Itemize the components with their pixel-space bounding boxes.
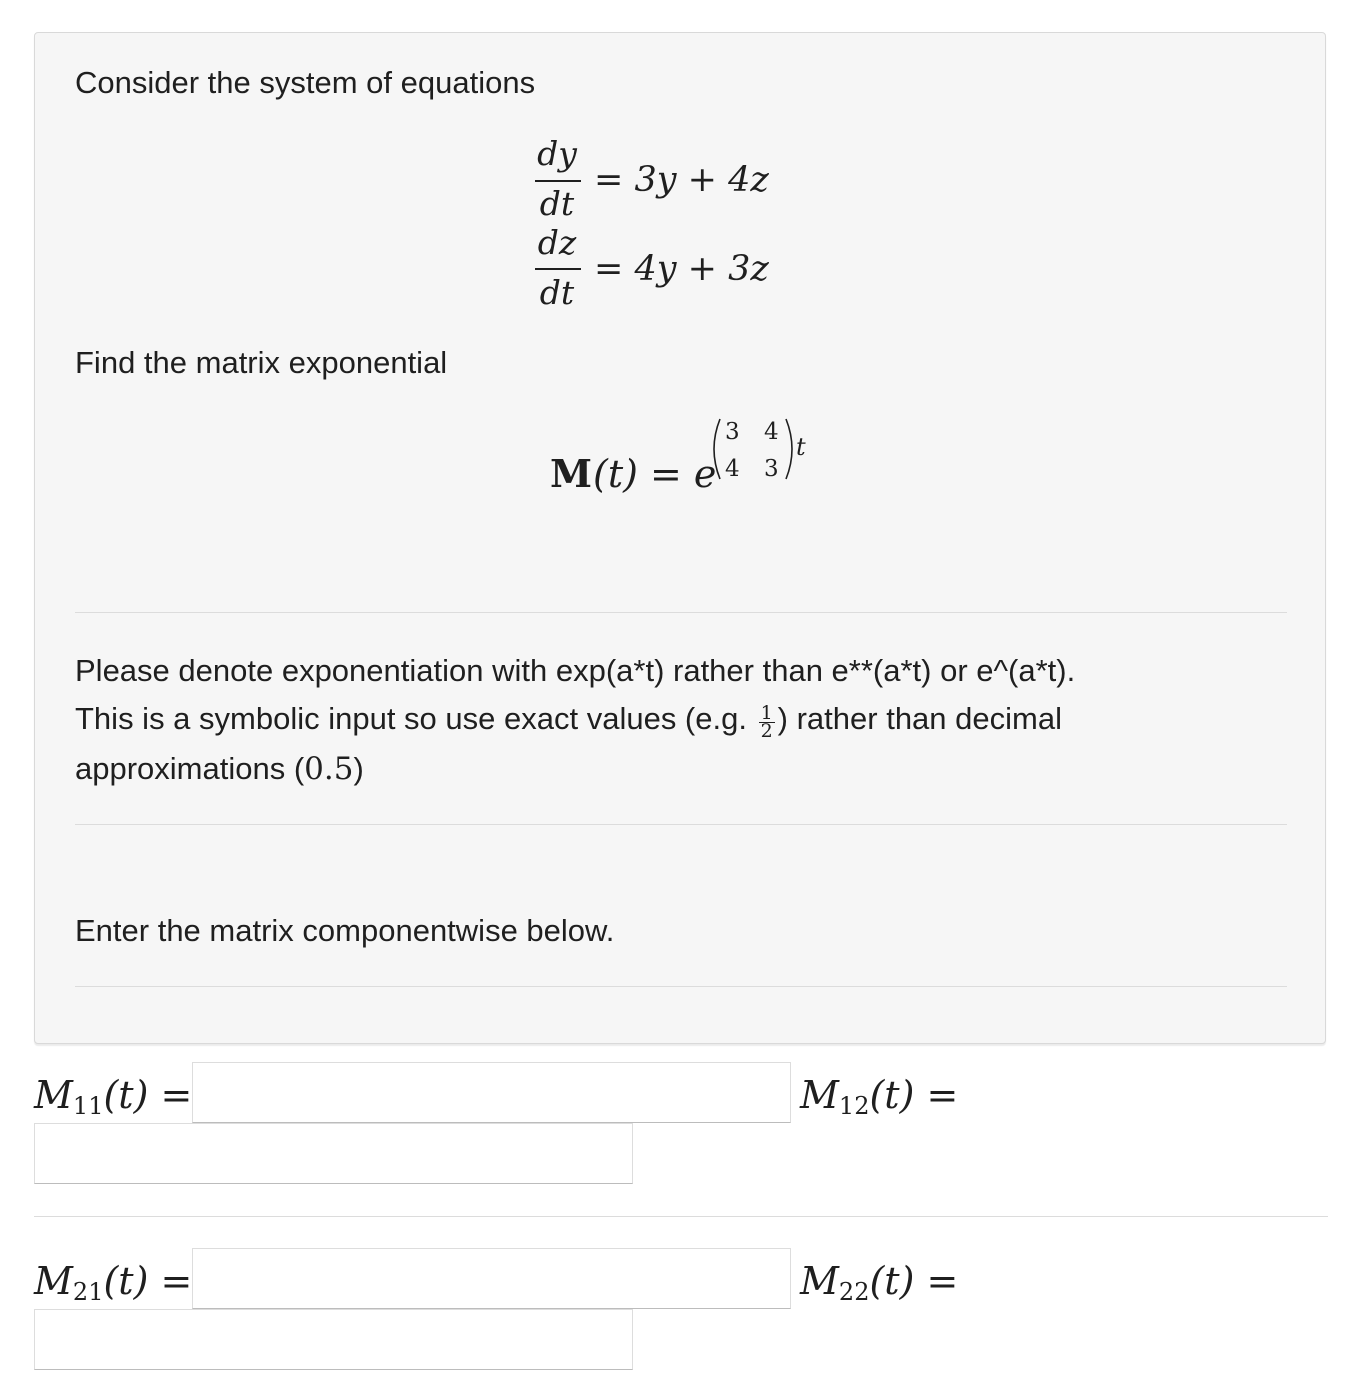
label-m12 [800, 1073, 958, 1128]
m21-input[interactable] [192, 1248, 791, 1309]
instruction-line-1: Please denote exponentiation with exp(a*t) rather than e**(a*t) or e^(a*t). [75, 653, 1076, 688]
instruction-line-2-pre: This is a symbolic input so use exact values (e.g. [75, 701, 756, 736]
label-sub: 12 [838, 1092, 870, 1120]
label-rest: (t) = [869, 1259, 959, 1303]
label-sub: 21 [72, 1278, 104, 1306]
eq2-denominator: dt [539, 273, 575, 312]
divider [75, 612, 1287, 613]
label-var: M [34, 1073, 73, 1117]
instruction-line-2 [75, 700, 1062, 740]
label-sub: 22 [838, 1278, 870, 1306]
label-m22 [800, 1259, 958, 1314]
eq2-numerator: dz [537, 223, 577, 262]
example-fraction [759, 702, 775, 742]
instruction-line-3-pre: approximations ( [75, 751, 305, 786]
label-sub: 11 [72, 1092, 104, 1120]
divider [75, 986, 1287, 987]
label-m21 [34, 1259, 192, 1314]
example-fraction-num: 1 [760, 702, 773, 724]
find-text: Find the matrix exponential [75, 345, 448, 380]
label-rest: (t) = [869, 1073, 959, 1117]
m22-input[interactable] [34, 1309, 633, 1370]
divider [75, 824, 1287, 825]
label-m11 [34, 1073, 192, 1128]
m12-input[interactable] [34, 1123, 633, 1184]
eq2-fraction-bar [535, 268, 581, 270]
matrix-symbol: M [550, 451, 593, 496]
intro-text: Consider the system of equations [75, 65, 536, 100]
enter-text: Enter the matrix componentwise below. [75, 913, 615, 948]
instruction-line-3-post: ) [353, 751, 364, 786]
right-paren [786, 419, 792, 479]
exponential-lhs: (t) = e [593, 452, 717, 496]
label-var: M [800, 1073, 839, 1117]
eq1-denominator: dt [539, 184, 575, 223]
label-var: M [800, 1259, 839, 1303]
matrix-entry: 4 [764, 419, 779, 445]
label-var: M [34, 1259, 73, 1303]
matrix-entry: 3 [725, 419, 740, 445]
eq2-rhs: = 4y + 3z [594, 249, 769, 289]
m11-input[interactable] [192, 1062, 791, 1123]
decimal-example: 0.5 [304, 751, 354, 787]
label-rest: (t) = [103, 1073, 193, 1117]
left-paren [714, 419, 720, 479]
divider [34, 1216, 1328, 1217]
label-rest: (t) = [103, 1259, 193, 1303]
eq1-rhs: = 3y + 4z [594, 160, 769, 200]
matrix-entry: 4 [725, 456, 740, 482]
matrix-entry: 3 [764, 456, 779, 482]
eq1-numerator: dy [537, 134, 577, 173]
instruction-line-2-post: ) rather than decimal [777, 701, 1062, 736]
eq1-fraction-bar [535, 180, 581, 182]
instruction-line-3 [75, 750, 364, 788]
example-fraction-den: 2 [760, 720, 773, 742]
exponent-variable: t [796, 433, 806, 461]
exponent-matrix [706, 415, 796, 485]
